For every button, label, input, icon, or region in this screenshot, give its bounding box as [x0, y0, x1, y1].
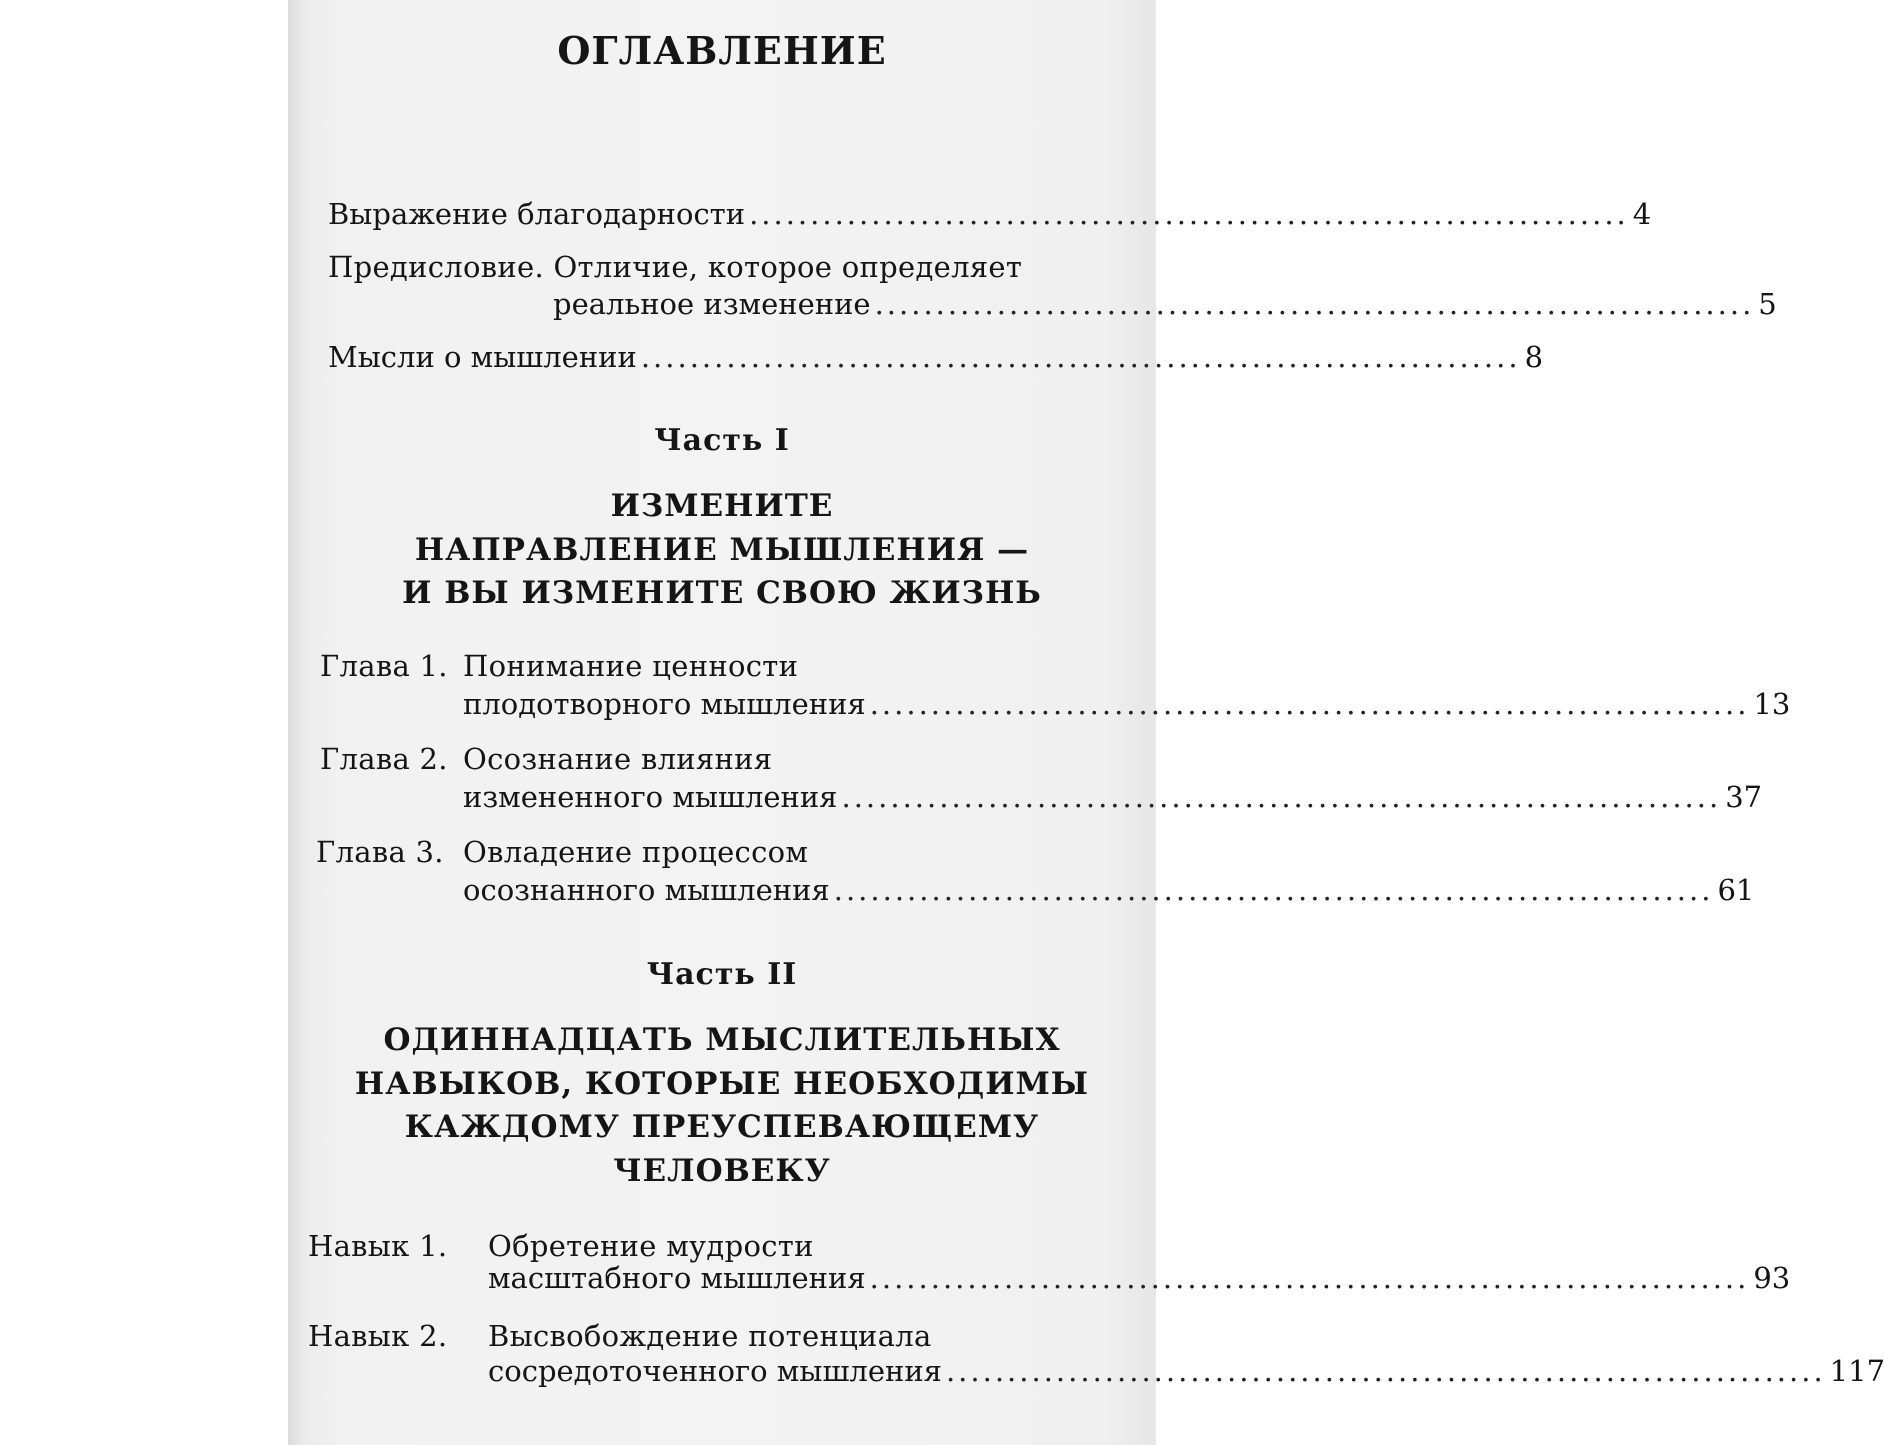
entry-page: 13 — [1753, 687, 1791, 721]
entry-page: 61 — [1717, 873, 1755, 907]
entry-label: реальное изменение — [553, 287, 871, 321]
entry-label: Выражение благодарности — [328, 197, 746, 231]
leader-dots: ........................................................................ — [874, 287, 1755, 321]
chapter-3-line1: Овладение процессом — [463, 835, 809, 869]
skill-2-line1: Высвобождение потенциала — [488, 1319, 932, 1353]
toc-entry-thoughts — [328, 340, 1544, 374]
skill-1-line1: Обретение мудрости — [488, 1229, 814, 1263]
part1-title-line: И ВЫ ИЗМЕНИТЕ СВОЮ ЖИЗНЬ — [402, 575, 1042, 611]
part2-title-line: НАВЫКОВ, КОТОРЫЕ НЕОБХОДИМЫ — [354, 1066, 1090, 1102]
skill-2-number: Навык 2. — [308, 1319, 448, 1353]
part1-title-line: ИЗМЕНИТЕ — [610, 488, 834, 524]
entry-page: 37 — [1725, 780, 1763, 814]
skill-2-entry — [488, 1354, 1885, 1388]
entry-page: 93 — [1753, 1261, 1791, 1295]
entry-label: плодотворного мышления — [463, 687, 866, 721]
part2-title-line: КАЖДОМУ ПРЕУСПЕВАЮЩЕМУ — [404, 1109, 1040, 1145]
toc-title: ОГЛАВЛЕНИЕ — [557, 28, 887, 73]
chapter-1-number: Глава 1. — [320, 649, 448, 683]
leader-dots: ........................................................................ — [869, 1261, 1750, 1295]
entry-label: осознанного мышления — [463, 873, 830, 907]
chapter-2-line1: Осознание влияния — [463, 742, 773, 776]
part2-title-line: ОДИННАДЦАТЬ МЫСЛИТЕЛЬНЫХ — [383, 1022, 1061, 1058]
leader-dots: ........................................................................ — [841, 780, 1722, 814]
leader-dots: ........................................................................ — [833, 873, 1714, 907]
part2-number: Часть II — [646, 957, 798, 992]
toc-entry-preface-line1: Предисловие. Отличие, которое определяет — [328, 250, 1023, 284]
chapter-1-line1: Понимание ценности — [463, 649, 799, 683]
part2-title-line: ЧЕЛОВЕКУ — [613, 1153, 831, 1189]
part1-title-line: НАПРАВЛЕНИЕ МЫШЛЕНИЯ — — [414, 532, 1030, 568]
skill-1-entry — [488, 1261, 1791, 1295]
chapter-1-entry — [463, 687, 1791, 721]
skill-1-number: Навык 1. — [308, 1229, 448, 1263]
book-page — [288, 0, 1885, 1445]
entry-label: Мысли о мышлении — [328, 340, 637, 374]
leader-dots: ........................................................................ — [749, 197, 1629, 231]
toc-entry-preface — [553, 287, 1777, 321]
leader-dots: ........................................................................ — [640, 340, 1521, 374]
entry-page: 5 — [1758, 287, 1777, 321]
toc-entry-acknowledgements — [328, 197, 1652, 231]
leader-dots: ........................................................................ — [869, 687, 1750, 721]
chapter-3-number: Глава 3. — [316, 835, 444, 869]
entry-label: сосредоточенного мышления — [488, 1354, 942, 1388]
entry-label: измененного мышления — [463, 780, 838, 814]
entry-page: 8 — [1524, 340, 1544, 374]
entry-page: 117 — [1829, 1354, 1885, 1388]
leader-dots: ........................................................................ — [945, 1354, 1826, 1388]
part1-number: Часть I — [654, 423, 790, 458]
chapter-2-entry — [463, 780, 1763, 814]
entry-label: масштабного мышления — [488, 1261, 866, 1295]
entry-page: 4 — [1632, 197, 1652, 231]
chapter-2-number: Глава 2. — [320, 742, 448, 776]
chapter-3-entry — [463, 873, 1755, 907]
